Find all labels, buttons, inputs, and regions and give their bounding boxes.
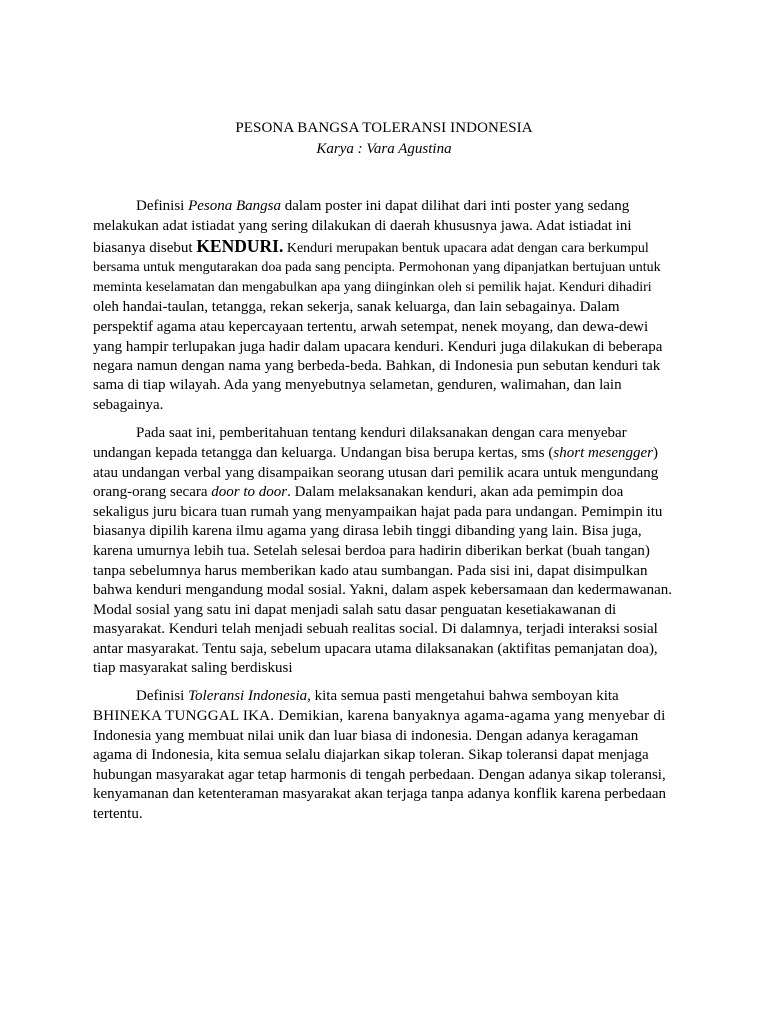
- paragraph-2-line: antar masyarakat. Tentu saja, sebelum upacara utama dilaksanakan (aktifitas pemanjatan doa),: [93, 641, 658, 657]
- text-run: . Dalam melaksanakan kenduri, akan ada pemimpin doa: [287, 484, 624, 500]
- paragraph-3-line: hubungan masyarakat agar tetap harmonis di tengah perbedaan. Dengan adanya sikap toleransi,: [93, 767, 666, 783]
- italic-term-short-mesengger: short mesengger: [553, 445, 653, 461]
- text-run: orang-orang secara: [93, 484, 212, 500]
- text-run: biasanya disebut: [93, 240, 197, 256]
- text-run: dalam poster ini dapat dilihat dari inti poster yang sedang: [281, 198, 630, 214]
- paragraph-2-line: Pada saat ini, pemberitahuan tentang kenduri dilaksanakan dengan cara menyebar: [136, 425, 627, 441]
- paragraph-1-line: melakukan adat istiadat yang sering dilakukan di daerah khususnya jawa. Adat istiadat ini: [93, 218, 632, 234]
- paragraph-1-line: [93, 236, 649, 256]
- bold-term-kenduri: KENDURI.: [196, 236, 284, 256]
- paragraph-1-line: bersama untuk mengutarakan doa pada sang pencipta. Permohonan yang dipanjatkan bertujuan untuk: [93, 260, 661, 275]
- paragraph-3-line: agama di Indonesia, kita semua selalu diajarkan sikap toleran. Sikap toleransi dapat menjaga: [93, 747, 649, 763]
- document-title: PESONA BANGSA TOLERANSI INDONESIA: [235, 120, 533, 136]
- paragraph-1-line: sebagainya.: [93, 397, 164, 413]
- italic-term-toleransi-indonesia: Toleransi Indonesia,: [188, 688, 311, 704]
- document-author: Karya : Vara Agustina: [316, 141, 452, 157]
- text-run: Definisi: [136, 198, 189, 214]
- paragraph-2-line: bahwa kenduri mengandung modal sosial. Yakni, dalam aspek kebersamaan dan kedermawanan.: [93, 582, 672, 598]
- paragraph-2-line: sekaligus juru bicara tuan rumah yang menyampaikan hajat pada para undangan. Pemimpin itu: [93, 504, 663, 520]
- paragraph-1-line: meminta keselamatan dan mengabulkan apa yang diinginkan oleh si pemilik hajat. Kenduri dihadiri: [93, 280, 652, 295]
- paragraph-1-line: [136, 196, 629, 216]
- paragraph-2-line: karena umurnya lebih tua. Setelah selesai berdoa para hadirin diberikan berkat (buah tangan): [93, 543, 650, 559]
- italic-term-door-to-door: door to door: [211, 484, 288, 500]
- paragraph-2-line: Modal sosial yang satu ini dapat menjadi salah satu dasar penguatan kesetiakawanan di: [93, 602, 617, 618]
- paragraph-1-line: perspektif agama atau kepercayaan tertentu, arwah setempat, nenek moyang, dan dewa-dewi: [93, 319, 649, 335]
- text-run: Kenduri merupakan bentuk upacara adat dengan cara berkumpul: [283, 241, 649, 256]
- paragraph-2-line: [93, 443, 658, 463]
- paragraph-2-line: atau undangan verbal yang disampaikan seorang utusan dari pemilik acara untuk mengundang: [93, 465, 659, 481]
- paragraph-3-line: [136, 686, 619, 706]
- paragraph-1-line: yang hampir terlupakan juga hadir dalam upacara kenduri. Kenduri juga dilakukan di beberapa: [93, 339, 663, 355]
- text-run: undangan kepada tetangga dan keluarga. Undangan bisa berupa kertas, sms (: [93, 445, 554, 461]
- text-run: ): [652, 445, 658, 461]
- paragraph-3-line: BHINEKA TUNGGAL IKA. Demikian, karena banyaknya agama-agama yang menyebar di: [93, 708, 666, 724]
- paragraph-3-line: kenyamanan dan ketenteraman masyarakat akan terjaga tanpa adanya konflik karena perbedaan: [93, 786, 667, 802]
- paragraph-1-line: negara namun dengan nama yang berbeda-beda. Bahkan, di Indonesia pun sebutan kenduri tak: [93, 358, 661, 374]
- paragraph-2-line: masyarakat. Kenduri telah menjadi sebuah realitas social. Di dalamnya, terjadi interaksi sosial: [93, 621, 658, 637]
- paragraph-2-line: [93, 482, 623, 502]
- paragraph-2-line: tiap masyarakat saling berdiskusi: [93, 660, 293, 676]
- paragraph-1-line: sama di tiap wilayah. Ada yang menyebutnya selametan, genduren, walimahan, dan lain: [93, 377, 622, 393]
- paragraph-2-line: tanpa sebelumnya harus memberikan kado atau sumbangan. Pada sisi ini, dapat disimpulkan: [93, 563, 648, 579]
- paragraph-3-line: tertentu.: [93, 806, 143, 822]
- text-run: kita semua pasti mengetahui bahwa semboyan kita: [310, 688, 619, 704]
- paragraph-3-line: Indonesia yang membuat nilai unik dan luar biasa di indonesia. Dengan adanya keragaman: [93, 728, 639, 744]
- paragraph-2-line: biasanya dipilih karena ilmu agama yang dirasa lebih tinggi dibanding yang lain. Bisa juga,: [93, 523, 642, 539]
- text-run: Definisi: [136, 688, 189, 704]
- italic-term-pesona-bangsa: Pesona Bangsa: [188, 198, 281, 214]
- paragraph-1-line: oleh handai-taulan, tetangga, rekan sekerja, sanak keluarga, dan lain sebagainya. Dalam: [93, 299, 620, 315]
